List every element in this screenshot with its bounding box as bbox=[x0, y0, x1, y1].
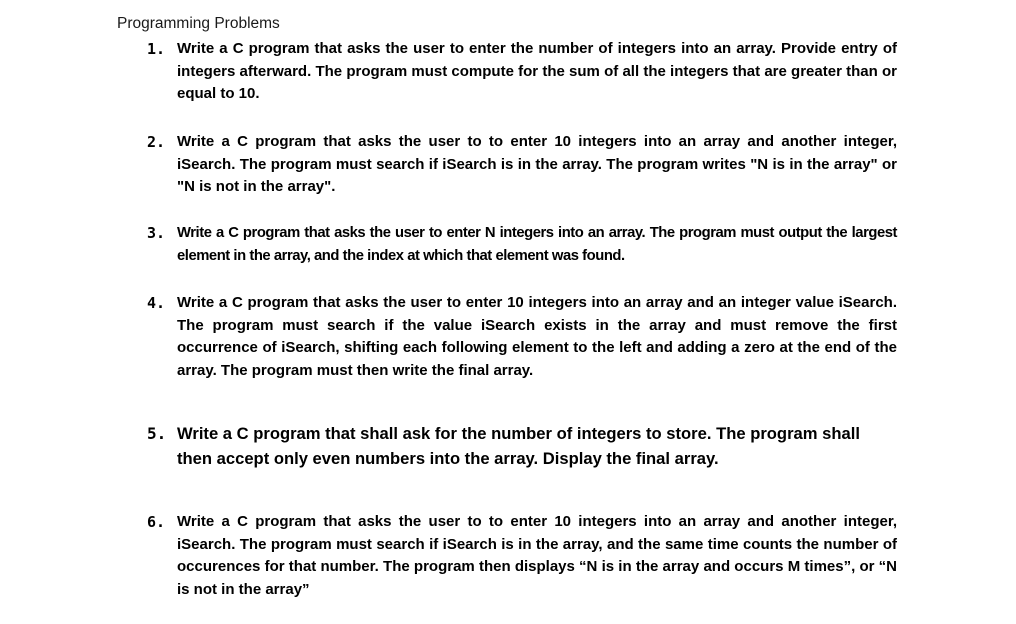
problem-number: 2. bbox=[147, 133, 166, 151]
problem-number: 1. bbox=[147, 40, 166, 58]
problem-text: Write a C program that shall ask for the number of integers to store. The program shall then accept only even numbers into the array. Display the final array. bbox=[177, 424, 860, 468]
problem-number: 4. bbox=[147, 294, 166, 312]
page-heading: Programming Problems bbox=[117, 15, 280, 32]
problem-number: 5. bbox=[147, 424, 167, 443]
problem-text: Write a C program that asks the user to to enter 10 integers into an array and another integer, iSearch. The program must search if iSearch is in the array. The program writes "N is in the array" or "N is not in the array". bbox=[177, 133, 897, 196]
problem-text: Write a C program that asks the user to to enter 10 integers into an array and another integer, iSearch. The program must search if iSearch is in the array, and the same time counts the number of occurences for that number. The program then displays “N is in the array and occurs M times”, or “N is not in the array” bbox=[177, 513, 897, 598]
problem-text: Write a C program that asks the user to enter the number of integers into an array. Provide entry of integers afterward. The program must compute for the sum of all the integers that are greater than or equal to 10. bbox=[177, 40, 897, 103]
problem-number: 3. bbox=[147, 224, 166, 242]
problem-text: Write a C program that asks the user to enter 10 integers into an array and an integer value iSearch. The program must search if the value iSearch exists in the array and must remove the first occurrence of iSearch, shifting each following element to the left and adding a zero at the end of the array. The program must then write the final array. bbox=[177, 294, 897, 379]
problem-number: 6. bbox=[147, 513, 166, 531]
problem-text: Write a C program that asks the user to enter N integers into an array. The program must output the largest element in the array, and the index at which that element was found. bbox=[177, 225, 897, 264]
